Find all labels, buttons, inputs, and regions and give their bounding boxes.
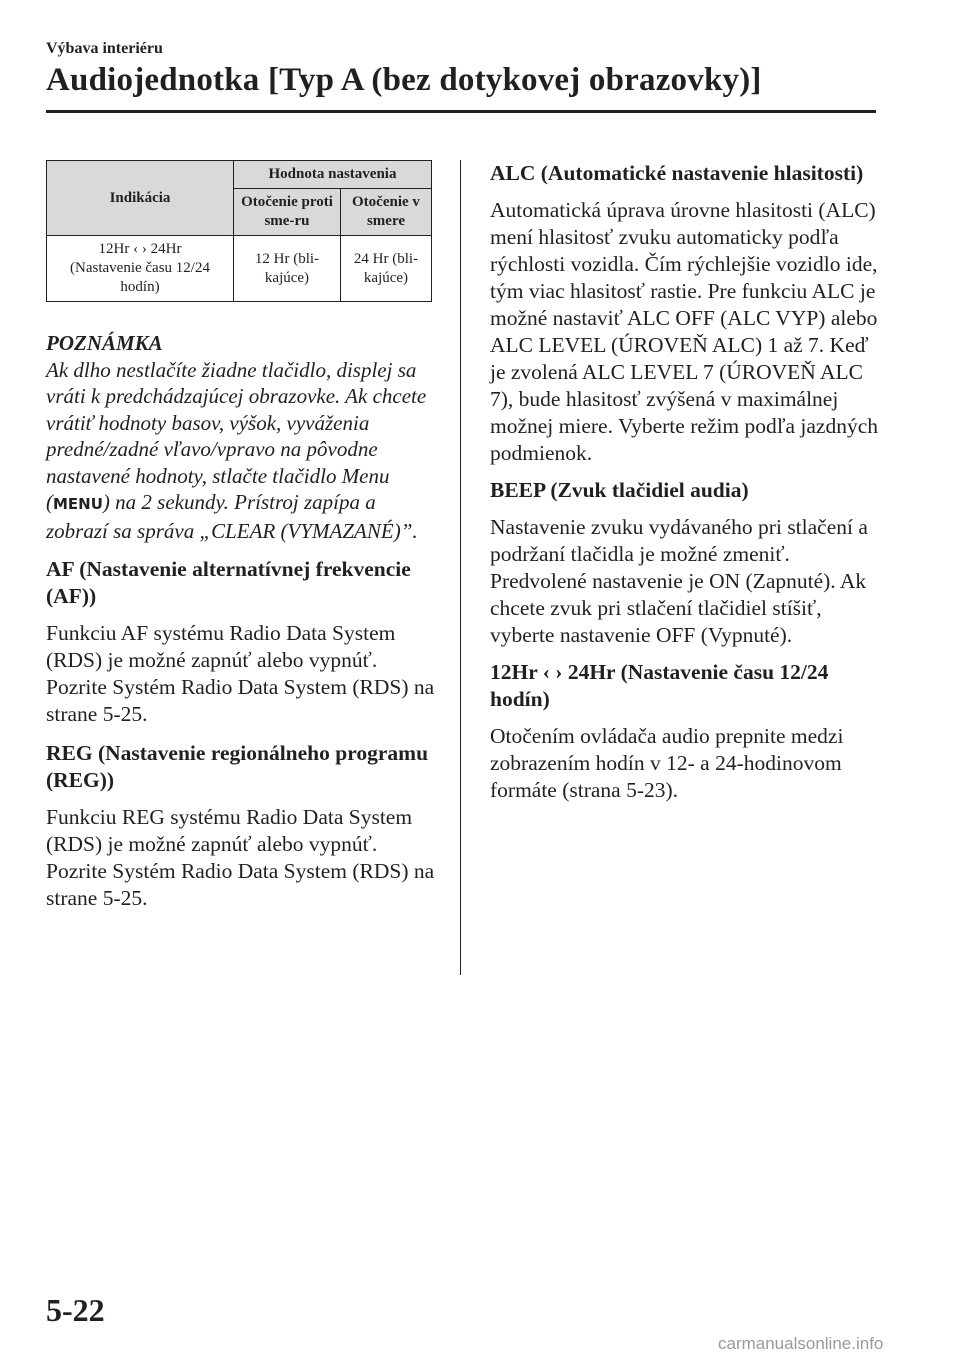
note-text <box>46 357 438 545</box>
section-heading-alc: ALC (Automatické nastavenie hlasitosti) <box>490 161 864 185</box>
indication-value: 12Hr ‹ › 24Hr <box>98 241 182 257</box>
section-heading-reg: REG (Nastavenie regionálneho programu (REG)) <box>46 741 429 792</box>
right-column <box>490 160 885 814</box>
table-row <box>47 236 432 302</box>
page-title: Audiojednotka [Typ A (bez dotykovej obrazovky)] <box>46 62 762 98</box>
indication-subtext: (Nastavenie času 12/24 hodín) <box>70 260 210 295</box>
section-body-clock: Otočením ovládača audio prepnite medzi zobrazením hodín v 12- a 24-hodinovom formáte (strana 5-23). <box>490 724 844 802</box>
title-rule <box>46 110 876 113</box>
menu-button-icon: MENU <box>53 495 103 513</box>
table-header-cw: Otočenie v smere <box>340 189 431 236</box>
section-heading-af: AF (Nastavenie alternatívnej frekvencie (AF)) <box>46 557 411 608</box>
note-text-after: ) na 2 sekundy. Prístroj zapípa a zobrazí sa správa „CLEAR (VYMAZANÉ)”. <box>46 490 418 543</box>
section-body-alc: Automatická úprava úrovne hlasitosti (ALC) mení hlasitosť zvuku automaticky podľa rýchlosti vozidla. Čím rýchlejšie vozidlo ide, tým viac hlasitosť rastie. Pre funkciu ALC je možné nastaviť ALC OFF (ALC VYP) alebo ALC LEVEL (ÚROVEŇ ALC) 1 až 7. Keď je zvolená ALC LEVEL 7 (ÚROVEŇ ALC 7), bude hlasitosť zvýšená v maximálnej možnej miere. Vyberte režim podľa jazdných podmienok. <box>490 198 879 465</box>
note-block <box>46 330 438 544</box>
table-cell-indication <box>47 236 234 302</box>
settings-table <box>46 160 432 302</box>
section-body-beep: Nastavenie zvuku vydávaného pri stlačení a podržaní tlačidla je možné zmeniť. Predvolené nastavenie je ON (Zapnuté). Ak chcete zvuk pri stlačení tlačidiel stíšiť, vyberte nastavenie OFF (Vypnuté). <box>490 515 868 647</box>
note-title: POZNÁMKA <box>46 331 163 355</box>
section-label: Výbava interiéru <box>46 40 163 57</box>
column-divider <box>460 160 461 975</box>
table-header-ccw: Otočenie proti sme-ru <box>234 189 341 236</box>
section-body-reg: Funkciu REG systému Radio Data System (RDS) je možné zapnúť alebo vypnúť. Pozrite Systém Radio Data System (RDS) na strane 5-25. <box>46 805 435 910</box>
table-header-indication: Indikácia <box>47 161 234 236</box>
table-cell-cw: 24 Hr (bli-kajúce) <box>340 236 431 302</box>
table-header-setting-value: Hodnota nastavenia <box>234 161 432 189</box>
section-heading-clock: 12Hr ‹ › 24Hr (Nastavenie času 12/24 hodín) <box>490 660 829 711</box>
watermark: carmanualsonline.info <box>718 1334 884 1353</box>
table-cell-ccw: 12 Hr (bli-kajúce) <box>234 236 341 302</box>
page-number: 5-22 <box>46 1292 105 1328</box>
note-text-before: Ak dlho nestlačíte žiadne tlačidlo, displej sa vráti k predchádzajúcej obrazovke. Ak chcete vrátiť hodnoty basov, výšok, vyváženia predné/zadné vľavo/vpravo na pôvodne nastavené hodnoty, stlačte tlačidlo Menu ( <box>46 357 427 514</box>
left-column <box>46 160 438 922</box>
section-body-af: Funkciu AF systému Radio Data System (RDS) je možné zapnúť alebo vypnúť. Pozrite Systém Radio Data System (RDS) na strane 5-25. <box>46 621 435 726</box>
section-heading-beep: BEEP (Zvuk tlačidiel audia) <box>490 478 749 502</box>
